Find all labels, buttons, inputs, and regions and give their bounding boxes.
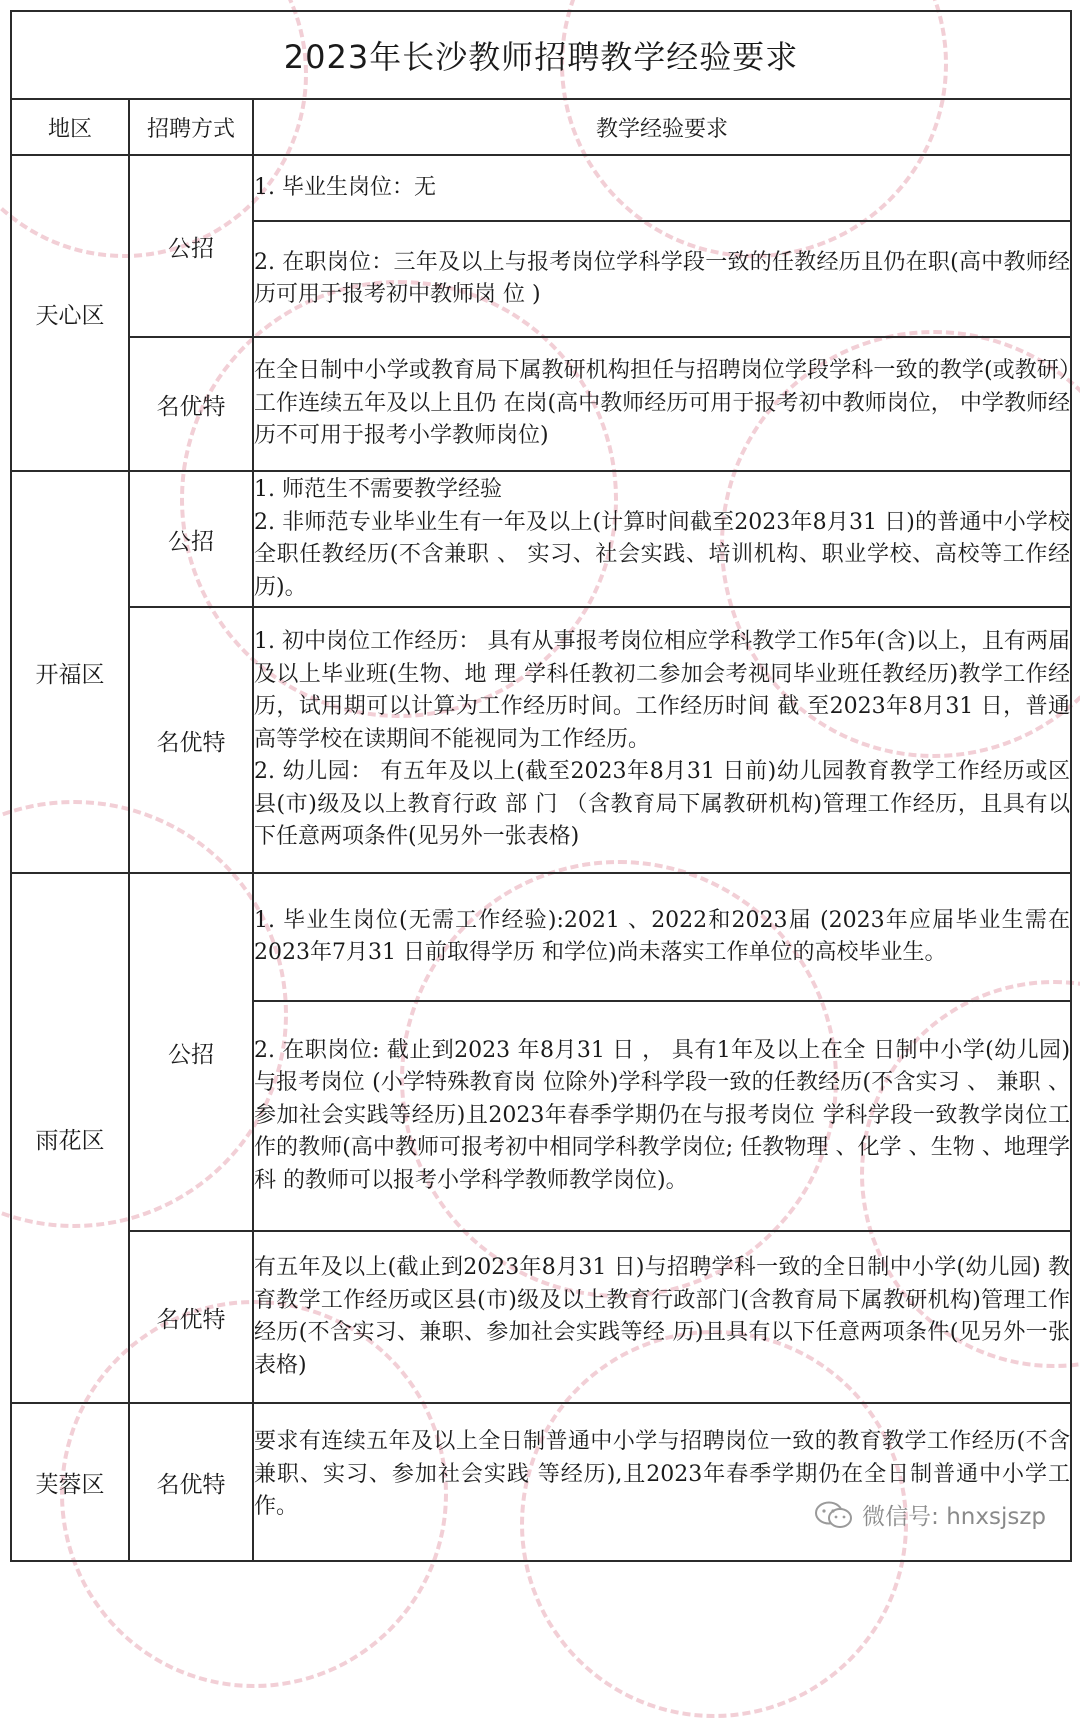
requirement-kaifu-gongzhao: 1. 师范生不需要教学经验 2. 非师范专业毕业生有一年及以上(计算时间截至2023年8月31 日)的普通中小学校全职任教经历(不含兼职 、 实习、社会实践、培训机构、职业学校、高校等工作经历)。	[253, 471, 1071, 607]
requirement-yuhua-gongzhao-2: 2. 在职岗位: 截止到2023 年8月31 日 ， 具有1年及以上在全 日制中小学(幼儿园)与报考岗位 (小学特殊教育岗 位除外)学科学段一致的任教经历(不含实习 、 兼职 、 参加社会实践等经历)且2023年春季学期仍在与报考岗位 学科学段一致教学岗位工作的教师(高中教师可报考初中相同学科教学岗位; 任教物理 、化学 、生物 、地理学科 的教师可以报考小学科学教师教学岗位)。	[253, 1001, 1071, 1231]
requirement-tianxin-mingyoute: 在全日制中小学或教育局下属教研机构担任与招聘岗位学段学科一致的教学(或教研）工作连续五年及以上且仍 在岗(高中教师经历可用于报考初中教师岗位， 中学教师经历不可用于报考小学教师岗位)	[253, 337, 1071, 471]
requirement-tianxin-gongzhao-2: 2. 在职岗位：三年及以上与报考岗位学科学段一致的任教经历且仍在职(高中教师经历可用于报考初中教师岗 位 )	[253, 221, 1071, 337]
requirement-yuhua-mingyoute: 有五年及以上(截止到2023年8月31 日)与招聘学科一致的全日制中小学(幼儿园) 教育教学工作经历或区县(市)级及以上教育行政部门(含教育局下属教研机构)管理工作经历(不含实习、兼职、参加社会实践等经 历)且具有以下任意两项条件(见另外一张表格)	[253, 1231, 1071, 1403]
method-kaifu-gongzhao: 公招	[129, 471, 253, 607]
method-yuhua-gongzhao: 公招	[129, 873, 253, 1231]
method-yuhua-mingyoute: 名优特	[129, 1231, 253, 1403]
wechat-icon	[814, 1500, 854, 1530]
region-yuhua: 雨花区	[11, 873, 129, 1403]
requirement-tianxin-gongzhao-1: 1. 毕业生岗位：无	[253, 155, 1071, 221]
header-method: 招聘方式	[129, 99, 253, 155]
requirement-furong-mingyoute: 要求有连续五年及以上全日制普通中小学与招聘岗位一致的教育教学工作经历(不含兼职、实习、参加社会实践 等经历),且2023年春季学期仍在全日制普通中小学工作。	[253, 1403, 1071, 1561]
header-requirement: 教学经验要求	[253, 99, 1071, 155]
region-tianxin: 天心区	[11, 155, 129, 471]
method-tianxin-mingyoute: 名优特	[129, 337, 253, 471]
wechat-watermark	[814, 1498, 1046, 1531]
region-kaifu: 开福区	[11, 471, 129, 873]
requirement-kaifu-mingyoute: 1. 初中岗位工作经历： 具有从事报考岗位相应学科教学工作5年(含)以上，且有两届及以上毕业班(生物、地 理 学科任教初二参加会考视同毕业班任教经历)教学工作经历，试用期可以计算为工作经历时间。工作经历时间 截 至2023年8月31 日，普通高等学校在读期间不能视同为工作经历。 2. 幼儿园： 有五年及以上(截至2023年8月31 日前)幼儿园教育教学工作经历或区县(市)级及以上教育行政 部 门 （含教育局下属教研机构)管理工作经历，且具有以下任意两项条件(见另外一张表格)	[253, 607, 1071, 873]
table-title: 2023年长沙教师招聘教学经验要求	[11, 11, 1071, 99]
experience-requirements-table	[10, 10, 1072, 1562]
wechat-id: 微信号: hnxsjszp	[862, 1504, 1046, 1530]
requirement-yuhua-gongzhao-1: 1. 毕业生岗位(无需工作经验):2021 、2022和2023届 (2023年应届毕业生需在2023年7月31 日前取得学历 和学位)尚未落实工作单位的高校毕业生。	[253, 873, 1071, 1001]
method-kaifu-mingyoute: 名优特	[129, 607, 253, 873]
method-furong-mingyoute: 名优特	[129, 1403, 253, 1561]
method-tianxin-gongzhao: 公招	[129, 155, 253, 337]
header-region: 地区	[11, 99, 129, 155]
region-furong: 芙蓉区	[11, 1403, 129, 1561]
